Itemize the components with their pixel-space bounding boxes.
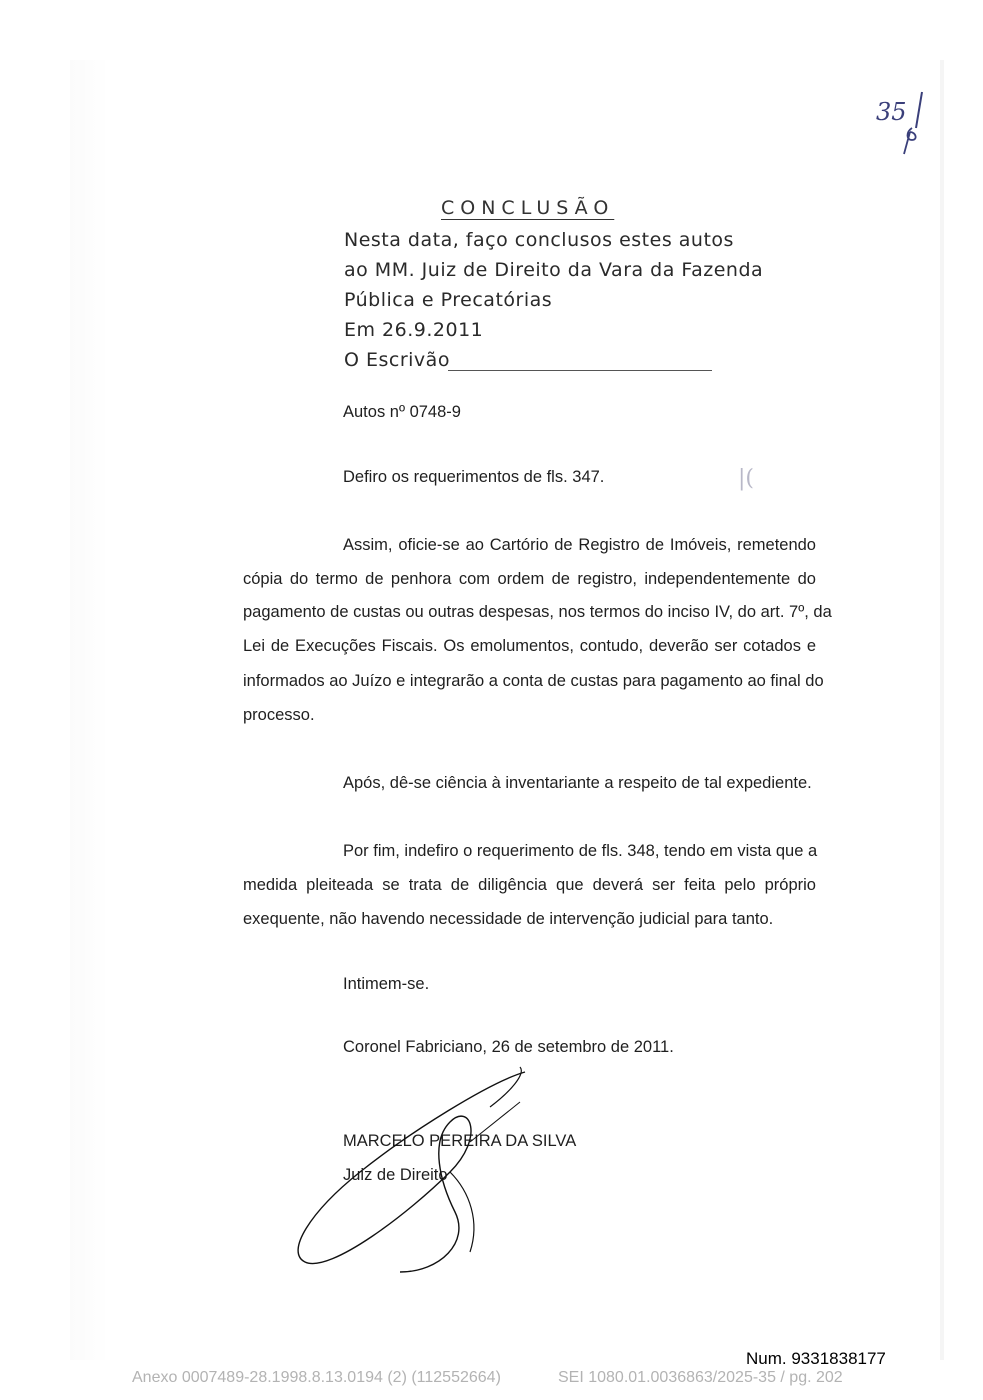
scan-shadow-right xyxy=(940,60,944,1360)
stamp-line-2: ao MM. Juiz de Direito da Vara da Fazenda xyxy=(344,259,764,281)
signer-title: Juiz de Direito xyxy=(343,1166,448,1184)
svg-text:35: 35 xyxy=(876,98,907,126)
paragraph-3: Após, dê-se ciência à inventariante a respeito de tal expediente. xyxy=(343,774,812,792)
handwritten-page-number xyxy=(872,88,942,158)
paragraph-4-line-2: medida pleiteada se trata de diligência que deverá ser feita pelo próprio xyxy=(243,876,816,894)
stamp-line-4: Em 26.9.2011 xyxy=(344,319,484,341)
paragraph-1: Defiro os requerimentos de fls. 347. xyxy=(343,468,605,486)
annex-reference: Anexo 0007489-28.1998.8.13.0194 (2) (112552664) xyxy=(132,1369,501,1386)
paragraph-4-line-1: Por fim, indefiro o requerimento de fls. 348, tendo em vista que a xyxy=(343,842,818,860)
escrivao-signature-line xyxy=(448,370,712,371)
stamp-line-3: Pública e Precatórias xyxy=(344,289,553,311)
paragraph-5: Intimem-se. xyxy=(343,975,430,993)
sei-reference: SEI 1080.01.0036863/2025-35 / pg. 202 xyxy=(558,1369,843,1386)
handwritten-signature xyxy=(290,1062,550,1282)
autos-number: Autos nº 0748-9 xyxy=(343,403,461,421)
document-number: Num. 9331838177 xyxy=(746,1349,886,1368)
paragraph-2-line-5: informados ao Juízo e integrarão a conta de custas para pagamento ao final do xyxy=(243,672,824,690)
scan-shadow-left xyxy=(70,60,110,1360)
place-date: Coronel Fabriciano, 26 de setembro de 2011. xyxy=(343,1038,674,1056)
paragraph-2-line-1: Assim, oficie-se ao Cartório de Registro de Imóveis, remetendo xyxy=(343,536,816,554)
margin-mark: |( xyxy=(738,466,754,491)
stamp-line-1: Nesta data, faço conclusos estes autos xyxy=(344,229,734,251)
paragraph-2-line-2: cópia do termo de penhora com ordem de registro, independentemente do xyxy=(243,570,816,588)
paragraph-2-line-3: pagamento de custas ou outras despesas, nos termos do inciso IV, do art. 7º, da xyxy=(243,603,832,621)
stamp-line-5: O Escrivão xyxy=(344,349,450,371)
conclusao-title: CONCLUSÃO xyxy=(441,197,615,219)
paragraph-2-line-4: Lei de Execuções Fiscais. Os emolumentos, contudo, deverão ser cotados e xyxy=(243,637,816,655)
signer-name: MARCELO PEREIRA DA SILVA xyxy=(343,1132,577,1150)
paragraph-2-line-6: processo. xyxy=(243,706,315,724)
paragraph-4-line-3: exequente, não havendo necessidade de intervenção judicial para tanto. xyxy=(243,910,774,928)
